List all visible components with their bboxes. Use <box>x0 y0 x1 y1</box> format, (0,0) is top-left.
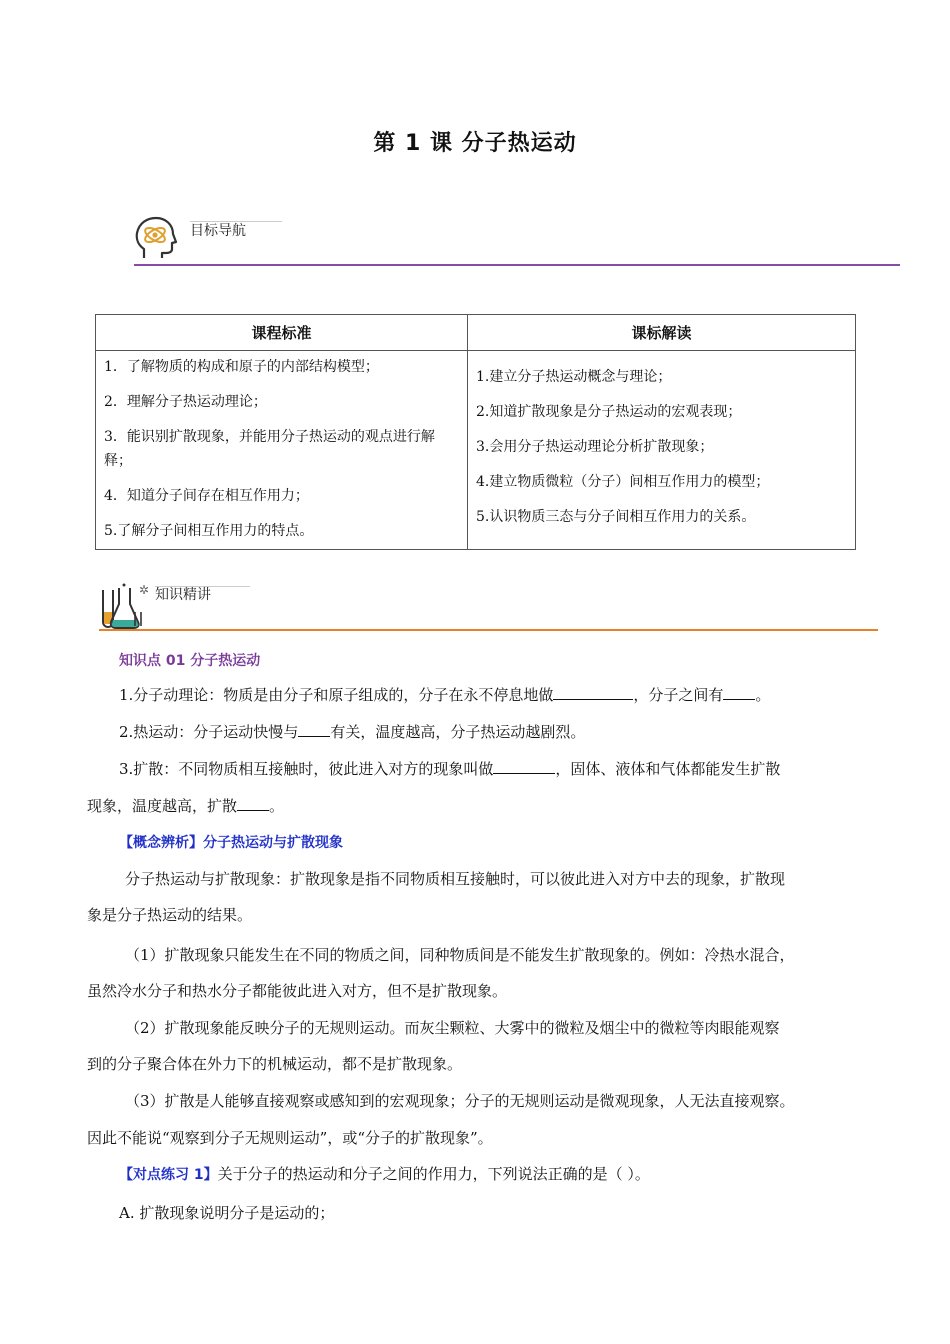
concept-p3-line2: 因此不能说“观察到分子无规则运动”，或“分子的扩散现象”。 <box>87 1129 493 1147</box>
practice-title: 【对点练习 1】 <box>119 1167 218 1183</box>
concept-title: 【概念辨析】分子热运动与扩散现象 <box>119 835 343 851</box>
kp-paragraph-3: 3.扩散：不同物质相互接触时，彼此进入对方的现象叫做 ，固体、液体和气体都能发生扩散 <box>119 760 781 778</box>
list-item: 2．理解分子热运动理论； <box>104 394 267 410</box>
kp-paragraph-3-cont: 现象，温度越高，扩散 。 <box>87 797 285 815</box>
concept-p2-line2: 到的分子聚合体在外力下的机械运动，都不是扩散现象。 <box>87 1055 463 1073</box>
section-header-goals <box>134 214 900 268</box>
concept-p3-line1: （3）扩散是人能够直接观察或感知到的宏观现象；分子的无规则运动是微观现象，人无法直接观察。 <box>125 1092 795 1110</box>
list-item: 4．知道分子间存在相互作用力； <box>104 488 309 504</box>
concept-p0-line1: 分子热运动与扩散现象：扩散现象是指不同物质相互接触时，可以彼此进入对方中去的现象，扩散现 <box>125 870 786 888</box>
fill-blank[interactable] <box>553 685 633 700</box>
list-item: 3.会用分子热运动理论分析扩散现象； <box>476 439 714 455</box>
section-divider-short <box>190 221 282 222</box>
fill-blank[interactable] <box>493 759 555 774</box>
practice-question: 【对点练习 1】关于分子的热运动和分子之间的作用力，下列说法正确的是（ ）。 <box>119 1165 650 1183</box>
concept-p0-line2: 象是分子热运动的结果。 <box>87 906 253 924</box>
section-divider-long <box>134 264 900 266</box>
kp-paragraph-1: 1.分子动理论：物质是由分子和原子组成的，分子在永不停息地做 ，分子之间有 。 <box>119 686 771 704</box>
knowledge-point-title: 知识点 01 分子热运动 <box>119 653 261 669</box>
section-label-knowledge: 知识精讲 <box>155 587 211 603</box>
section-divider-short <box>155 586 250 587</box>
practice-option-a[interactable]: A. 扩散现象说明分子是运动的； <box>119 1204 335 1222</box>
list-item: 5.认识物质三态与分子间相互作用力的关系。 <box>476 509 756 525</box>
fill-blank[interactable] <box>298 722 330 737</box>
list-item: 5.了解分子间相互作用力的特点。 <box>104 523 314 539</box>
sparkle-icon: ✲ <box>139 583 150 597</box>
fill-blank[interactable] <box>723 685 755 700</box>
table-header-interpretation: 课标解读 <box>468 315 856 351</box>
kp-paragraph-2: 2.热运动：分子运动快慢与 有关，温度越高，分子热运动越剧烈。 <box>119 723 586 741</box>
page-title: 第 1 课 分子热运动 <box>373 131 577 156</box>
section-divider-long <box>99 629 878 631</box>
list-item: 4.建立物质微粒（分子）间相互作用力的模型； <box>476 474 770 490</box>
table-cell-standards <box>96 351 468 550</box>
section-label-goals: 目标导航 <box>190 223 246 239</box>
section-header-knowledge <box>99 580 878 634</box>
concept-p2-line1: （2）扩散现象能反映分子的无规则运动。而灰尘颗粒、大雾中的微粒及烟尘中的微粒等肉眼能观察 <box>125 1019 780 1037</box>
curriculum-table <box>95 314 856 550</box>
head-brain-icon <box>134 216 178 264</box>
table-cell-interpretation <box>468 351 856 550</box>
table-header-standard: 课程标准 <box>96 315 468 351</box>
fill-blank[interactable] <box>237 796 269 811</box>
list-item: 2.知道扩散现象是分子热运动的宏观表现； <box>476 404 742 420</box>
list-item: 1．了解物质的构成和原子的内部结构模型； <box>104 359 379 375</box>
list-item: 3．能识别扩散现象，并能用分子热运动的观点进行解释； <box>104 429 435 469</box>
concept-p1-line1: （1）扩散现象只能发生在不同的物质之间，同种物质间是不能发生扩散现象的。例如：冷热水混合， <box>125 946 795 964</box>
list-item: 1.建立分子热运动概念与理论； <box>476 369 672 385</box>
concept-p1-line2: 虽然冷水分子和热水分子都能彼此进入对方，但不是扩散现象。 <box>87 982 508 1000</box>
